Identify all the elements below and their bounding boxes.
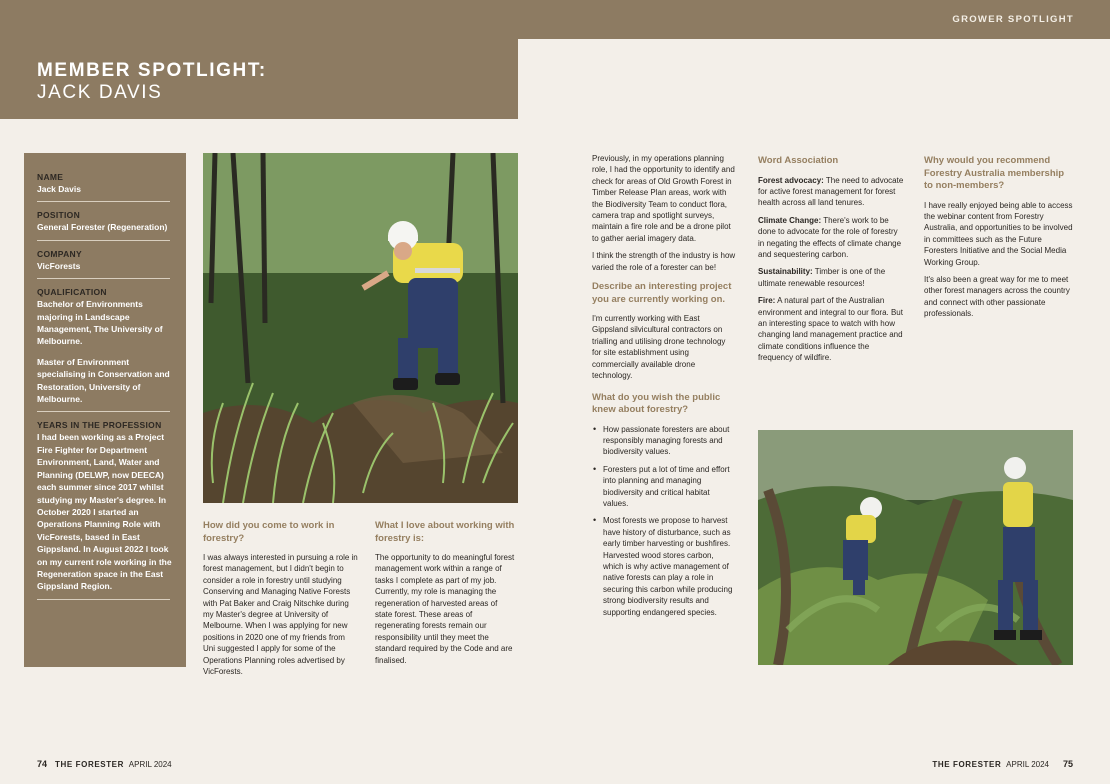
paragraph: The opportunity to do meaningful forest management work within a range of tasks I complete as part of my job. Currently, my role is managing the regeneration of harvested areas of state forest. These areas of regenerating forests remain our responsibility until they meet the standard required by the Code and are finalised. (375, 553, 515, 665)
word-item (758, 175, 905, 209)
list-item: • How passionate foresters are about responsibly managing forests and biodiversity values. (592, 424, 736, 458)
heading-word-association: Word Association (758, 155, 839, 166)
word-item (758, 295, 905, 363)
magazine-name: THE FORESTER (932, 760, 1002, 769)
word-item (758, 266, 905, 289)
term: Climate Change: (758, 215, 822, 225)
column-what-i-love (375, 520, 515, 672)
list-item: • Foresters put a lot of time and effort into planning and managing biodiversity and critical habitat values. (592, 464, 736, 510)
company-value: VicForests (37, 260, 81, 271)
magazine-name: THE FORESTER (55, 760, 124, 769)
term: Sustainability: (758, 267, 813, 277)
years-label: YEARS IN THE PROFESSION (37, 420, 162, 431)
profile-sidebar (24, 153, 186, 667)
paragraph: I'm currently working with East Gippsland silvicultural contractors on trialling and utilising drone technology for site establishment using commercially available drone technology. (592, 314, 726, 381)
heading-recommend-membership: Why would you recommend Forestry Australia membership to non-members? (924, 155, 1065, 191)
qualification-label: QUALIFICATION (37, 287, 107, 298)
heading-how-came-to-forestry: How did you come to work in forestry? (203, 520, 335, 544)
column-membership (924, 155, 1074, 326)
heading-what-i-love: What I love about working with forestry is: (375, 520, 515, 544)
definition: The need to advocate for active forest management for forest health across all land tenures. (758, 175, 904, 208)
page-title: MEMBER SPOTLIGHT: (37, 60, 267, 81)
divider (37, 411, 170, 412)
years-value: I had been working as a Project Fire Fighter for Department Environment, Land, Water and Planning (DELWP, now DEECA) each summer since 2017 whilst studying my Master's degree. In October 2020 I started an Operations Planning Role with VicForests, based in East Gippsland. In August 2022 I took on my current role working in the Regeneration space in the East Gippsland Region. (37, 432, 172, 592)
paragraph: Previously, in my operations planning role, I had the opportunity to identify and check for areas of Old Growth Forest in Timber Release Plan areas, work with the Biodiversity Team to conduct flora, camera trap and spotlight surveys, maintain a fire role and be a drone pilot to gather aerial imagery data. (592, 154, 735, 243)
title-block (0, 39, 518, 119)
heading-interesting-project: Describe an interesting project you are currently working on. (592, 281, 732, 305)
issue-date: APRIL 2024 (1006, 760, 1049, 769)
company-label: COMPANY (37, 248, 82, 259)
page-number: 75 (1062, 759, 1073, 769)
foresters-moss-photo (758, 430, 1073, 665)
name-value: Jack Davis (37, 184, 81, 194)
definition: Timber is one of the ultimate renewable resources! (758, 267, 886, 288)
paragraph: I have really enjoyed being able to access the webinar content from Forestry Australia, and opportunities to be involved in committees such as the Future Foresters Initiative and the Social Media Working Group. (924, 200, 1073, 267)
position-label: POSITION (37, 210, 81, 221)
qualification-value-2: Master of Environment specialising in Conservation and Restoration, University of Melbourne. (37, 356, 170, 405)
column-work-in-forestry (203, 520, 358, 683)
divider (37, 240, 170, 241)
term: Forest advocacy: (758, 175, 824, 185)
heading-public-knowledge: What do you wish the public knew about forestry? (592, 391, 721, 415)
bullet-list (592, 424, 736, 619)
definition: There's work to be done to advocate for the role of forestry in negating the effects of climate change and sequestering carbon. (758, 215, 902, 259)
footer-left (37, 759, 172, 769)
page-number: 74 (37, 759, 48, 769)
column-word-association (758, 155, 905, 370)
position-value: General Forester (Regeneration) (37, 222, 168, 233)
list-item: • Most forests we propose to harvest have history of disturbance, such as early timber harvesting or bushfires. Harvested wood stores carbon, which is why active management of native forests can play a role in securing this carbon while producing strong biodiversity results and supporting endangered species. (592, 515, 736, 618)
term: Fire: (758, 296, 776, 306)
divider (37, 278, 170, 279)
paragraph: It's also been a great way for me to meet other forest managers across the country and connect with other passionate professionals. (924, 274, 1070, 319)
forester-photo (203, 153, 518, 503)
qualification-value-1: Bachelor of Environments majoring in Landscape Management, The University of Melbourne. (37, 299, 163, 347)
definition: A natural part of the Australian environment and integral to our flora. But an interesting space to watch with how changing land management practice and climate conditions influence the frequency of wildfire. (758, 296, 903, 363)
section-label: GROWER SPOTLIGHT (952, 14, 1074, 25)
divider (37, 599, 170, 600)
column-interesting-project (592, 153, 736, 624)
name-label: NAME (37, 172, 64, 182)
issue-date: APRIL 2024 (128, 760, 172, 769)
word-item (758, 215, 905, 261)
paragraph: I was always interested in pursuing a role in forest management, but I didn't begin to consider a role in forestry until studying Conserving and Managing Native Forests with Pat Baker and Craig Nitschke during my Master's degree at University of Melbourne. When I was applying for new positions in 2020 one of my friends from Uni suggested I apply for some of the Operations Planning roles advertised by VicForests. (203, 553, 358, 677)
page-subtitle: JACK DAVIS (37, 82, 163, 103)
paragraph: I think the strength of the industry is how varied the role of a forester can be! (592, 251, 736, 272)
footer-right (932, 759, 1073, 769)
top-band (0, 0, 1110, 39)
divider (37, 201, 170, 202)
